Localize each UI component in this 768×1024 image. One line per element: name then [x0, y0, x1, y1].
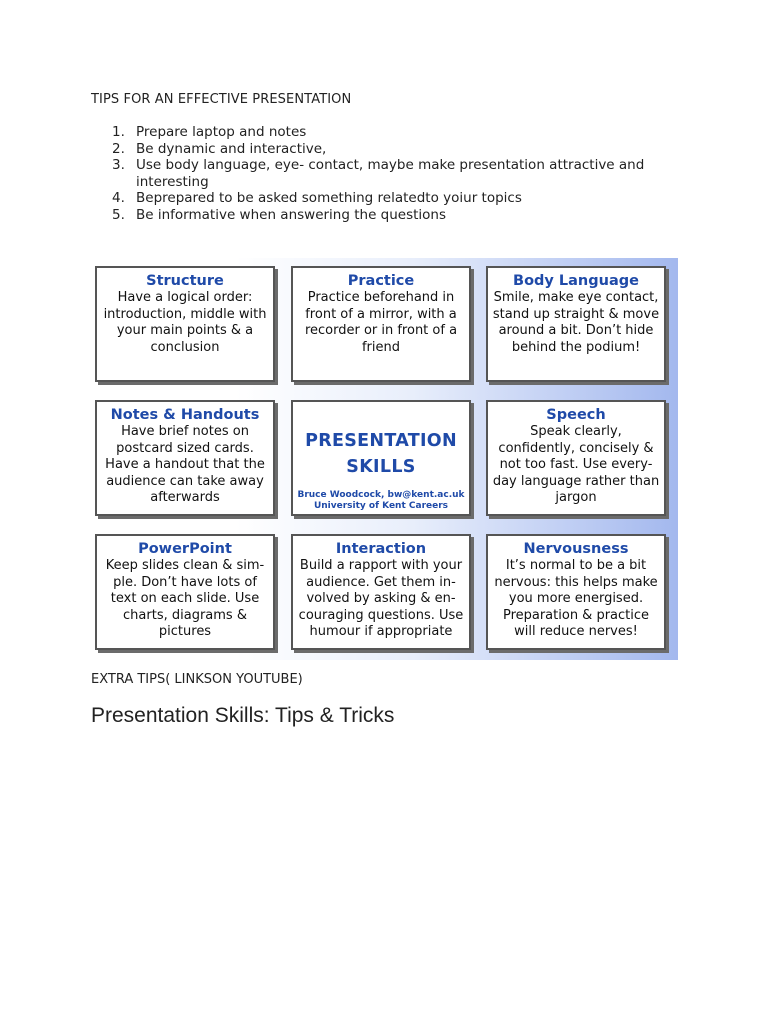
list-item: [112, 207, 672, 224]
list-text: Be informative when answering the questions: [136, 206, 447, 223]
card-body: Practice beforehand in front of a mirror, with a recorder or in front of a friend: [304, 290, 458, 355]
list-text: Beprepared to be asked something relatedto yoiur topics: [136, 190, 522, 206]
card-body: Have brief notes on postcard sized cards. Have a handout that the audience can take away afterwards: [105, 424, 265, 505]
graphic-author: Bruce Woodcock, bw@kent.ac.uk: [297, 490, 465, 500]
card-interaction: [291, 534, 471, 650]
card-practice: [291, 266, 471, 382]
card-title: Structure: [146, 273, 224, 289]
list-number: 3.: [112, 157, 125, 173]
document-heading: TIPS FOR AN EFFECTIVE PRESENTATION: [91, 92, 352, 107]
card-title: PowerPoint: [138, 541, 232, 557]
card-body: Smile, make eye contact, stand up straight & move around a bit. Don’t hide behind the podium!: [492, 290, 660, 355]
card-body: Have a logical order: introduction, middle with your main points & a conclusion: [103, 290, 267, 355]
list-number: 1.: [112, 124, 125, 140]
card-notes-handouts: [95, 400, 275, 516]
list-text: Prepare laptop and notes: [136, 124, 307, 140]
card-title: Speech: [546, 407, 606, 423]
list-item: [112, 124, 672, 141]
card-powerpoint: [95, 534, 275, 650]
graphic-org: University of Kent Careers: [313, 501, 449, 511]
card-body: Build a rapport with your audience. Get them in-volved by asking & en-couraging questions. Use humour if appropriate: [298, 558, 464, 639]
card-body: It’s normal to be a bit nervous: this helps make you more energised. Preparation & practice will reduce nerves!: [494, 558, 658, 639]
section-title: Presentation Skills: Tips & Tricks: [91, 704, 395, 727]
card-body: Speak clearly, confidently, concisely & not too fast. Use every-day language rather than jargon: [492, 424, 660, 505]
graphic-title-line2: SKILLS: [346, 457, 416, 477]
card-presentation-skills: [291, 400, 471, 516]
card-title: Nervousness: [523, 541, 629, 557]
card-title: Notes & Handouts: [110, 407, 260, 423]
card-speech: [486, 400, 666, 516]
presentation-skills-graphic: [88, 258, 678, 660]
list-item: [112, 190, 672, 207]
card-body-language: [486, 266, 666, 382]
extra-tips-label: EXTRA TIPS( LINKSON YOUTUBE): [91, 672, 303, 687]
list-text: Be dynamic and interactive,: [136, 140, 327, 157]
card-title: Body Language: [513, 273, 639, 289]
list-number: 2.: [112, 140, 125, 157]
list-item: [112, 141, 672, 158]
list-number: 4.: [112, 190, 125, 206]
card-title: Practice: [347, 273, 415, 289]
list-number: 5.: [112, 206, 125, 223]
card-title: Interaction: [335, 541, 427, 557]
graphic-title-line1: PRESENTATION: [305, 431, 457, 451]
list-item: [112, 157, 672, 190]
card-structure: [95, 266, 275, 382]
tips-list: [112, 124, 672, 223]
card-nervousness: [486, 534, 666, 650]
card-body: Keep slides clean & sim-ple. Don’t have lots of text on each slide. Use charts, diagrams & pictures: [105, 558, 265, 639]
list-text: Use body language, eye- contact, maybe make presentation attractive and interesting: [136, 157, 645, 190]
